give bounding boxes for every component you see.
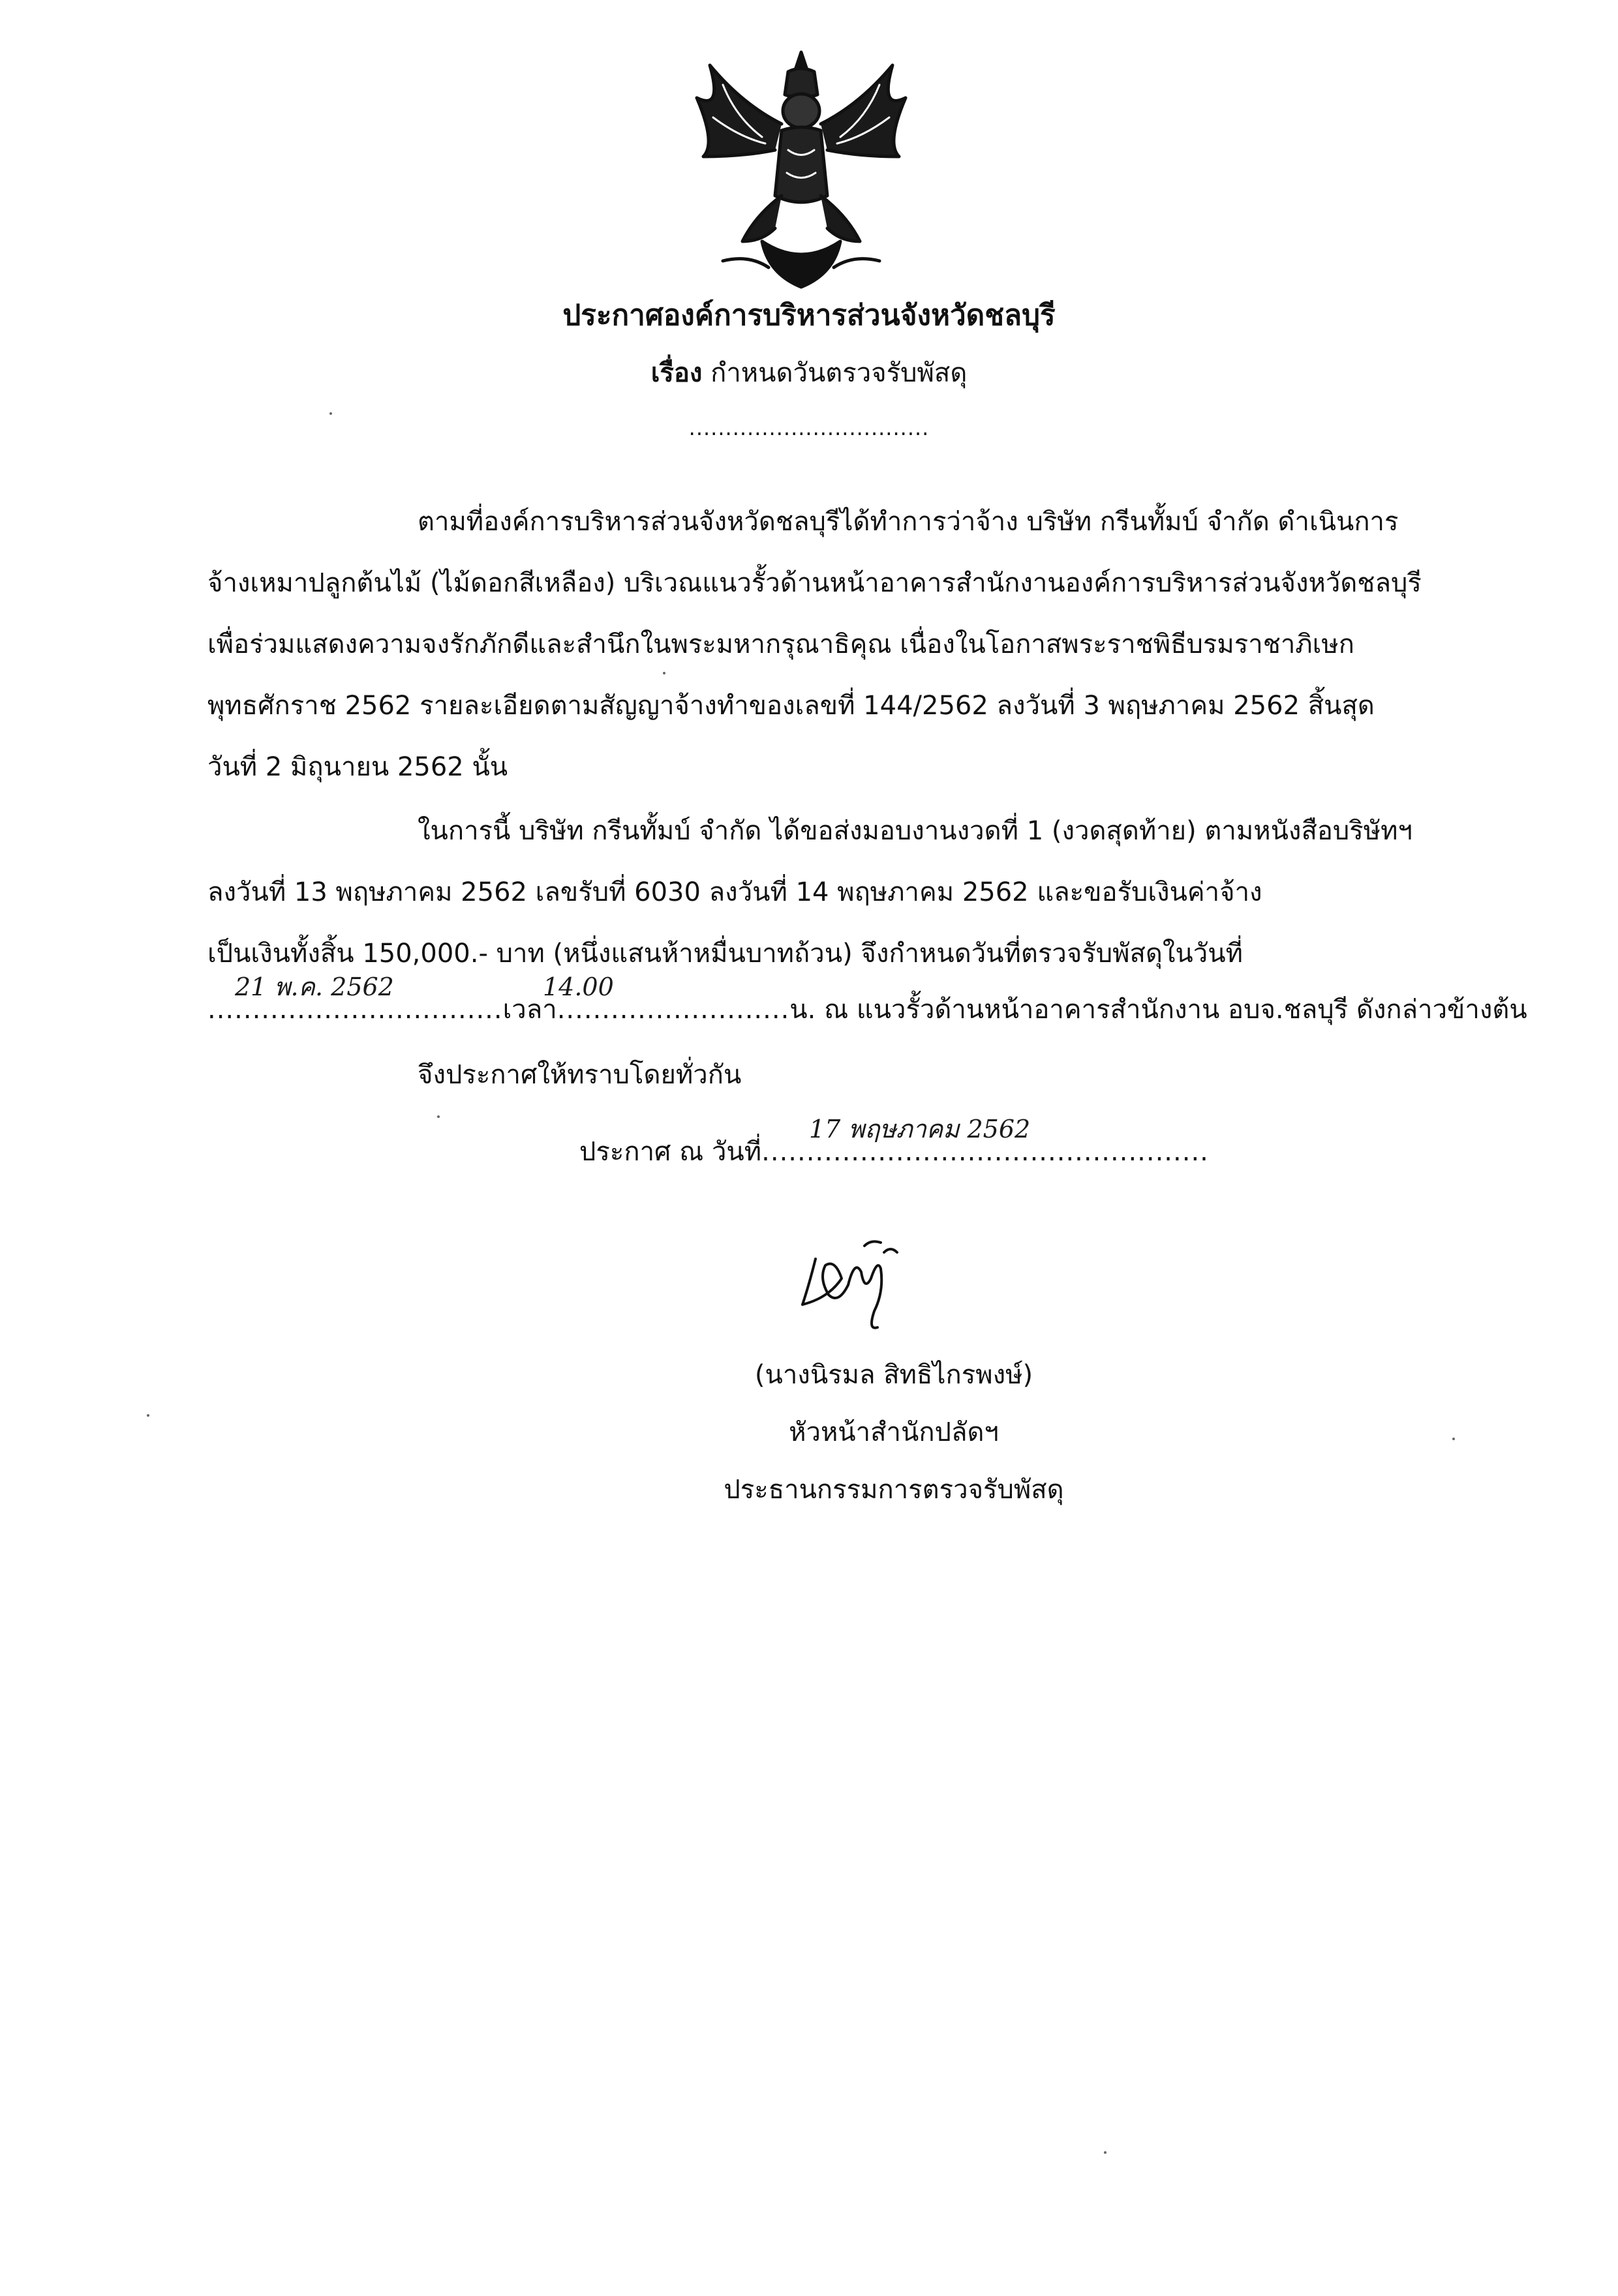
announce-date-line [579, 1139, 1209, 1165]
para1-line5: วันที่ 2 มิถุนายน 2562 นั้น [207, 752, 508, 782]
para2-line3: เป็นเงินทั้งสิ้น 150,000.- บาท (หนึ่งแสนห้าหมื่นบาทถ้วน) จึงกำหนดวันที่ตรวจรับพัสดุในวันที่ [207, 939, 1243, 969]
handwritten-signature [789, 1233, 920, 1337]
subject-line [0, 360, 1618, 386]
handwritten-announce-date: 17 พฤษภาคม 2562 [809, 1115, 1031, 1143]
subject-text: กำหนดวันตรวจรับพัสดุ [710, 358, 968, 388]
para2-line4-rest: น. ณ แนวรั้วด้านหน้าอาคารสำนักงาน อบจ.ชลบุรี ดังกล่าวข้างต้น [789, 995, 1527, 1025]
scan-speck [147, 1414, 149, 1417]
date-fill-dots: ................................. [207, 995, 503, 1025]
para1-line1: ตามที่องค์การบริหารส่วนจังหวัดชลบุรีได้ทำการว่าจ้าง บริษัท กรีนทั้มบ์ จำกัด ดำเนินการ [418, 507, 1399, 537]
header-separator: ................................. [688, 415, 930, 440]
scan-speck [329, 412, 332, 415]
subject-label: เรื่อง [650, 358, 703, 388]
scan-speck [1452, 1438, 1455, 1440]
para1-line2: จ้างเหมาปลูกต้นไม้ (ไม้ดอกสีเหลือง) บริเวณแนวรั้วด้านหน้าอาคารสำนักงานองค์การบริหารส่วนจังหวัดชลบุรี [207, 568, 1422, 598]
para1-line4: พุทธศักราช 2562 รายละเอียดตามสัญญาจ้างทำของเลขที่ 144/2562 ลงวันที่ 3 พฤษภาคม 2562 สิ้นสุด [207, 691, 1375, 721]
para2-line1: ในการนี้ บริษัท กรีนทั้มบ์ จำกัด ได้ขอส่งมอบงานงวดที่ 1 (งวดสุดท้าย) ตามหนังสือบริษัทฯ [418, 816, 1412, 846]
para1-line3: เพื่อร่วมแสดงความจงรักภักดีและสำนึกในพระมหากรุณาธิคุณ เนื่องในโอกาสพระราชพิธีบรมราชาภิเษก [207, 629, 1354, 659]
signer-title: หัวหน้าสำนักปลัดฯ [789, 1417, 999, 1447]
handwritten-inspection-time: 14.00 [543, 973, 614, 1001]
announce-label: ประกาศ ณ วันที่ [579, 1137, 762, 1167]
scan-speck [663, 672, 665, 674]
scan-speck [437, 1115, 440, 1118]
garuda-emblem [684, 46, 919, 294]
time-fill-dots: .......................... [557, 995, 790, 1025]
scan-speck [1104, 2151, 1107, 2154]
signer-committee-role: ประธานกรรมการตรวจรับพัสดุ [724, 1475, 1064, 1505]
announce-dots: .................................................. [761, 1137, 1209, 1167]
time-label: เวลา [502, 995, 557, 1025]
document-title: ประกาศองค์การบริหารส่วนจังหวัดชลบุรี [562, 299, 1056, 332]
handwritten-inspection-date: 21 พ.ค. 2562 [235, 973, 394, 1001]
para2-line2: ลงวันที่ 13 พฤษภาคม 2562 เลขรับที่ 6030 ลงวันที่ 14 พฤษภาคม 2562 และขอรับเงินค่าจ้าง [207, 877, 1262, 907]
closing-line: จึงประกาศให้ทราบโดยทั่วกัน [418, 1060, 742, 1090]
para2-line4 [207, 997, 1527, 1023]
signer-name: (นางนิรมล สิทธิไกรพงษ์) [754, 1360, 1033, 1390]
